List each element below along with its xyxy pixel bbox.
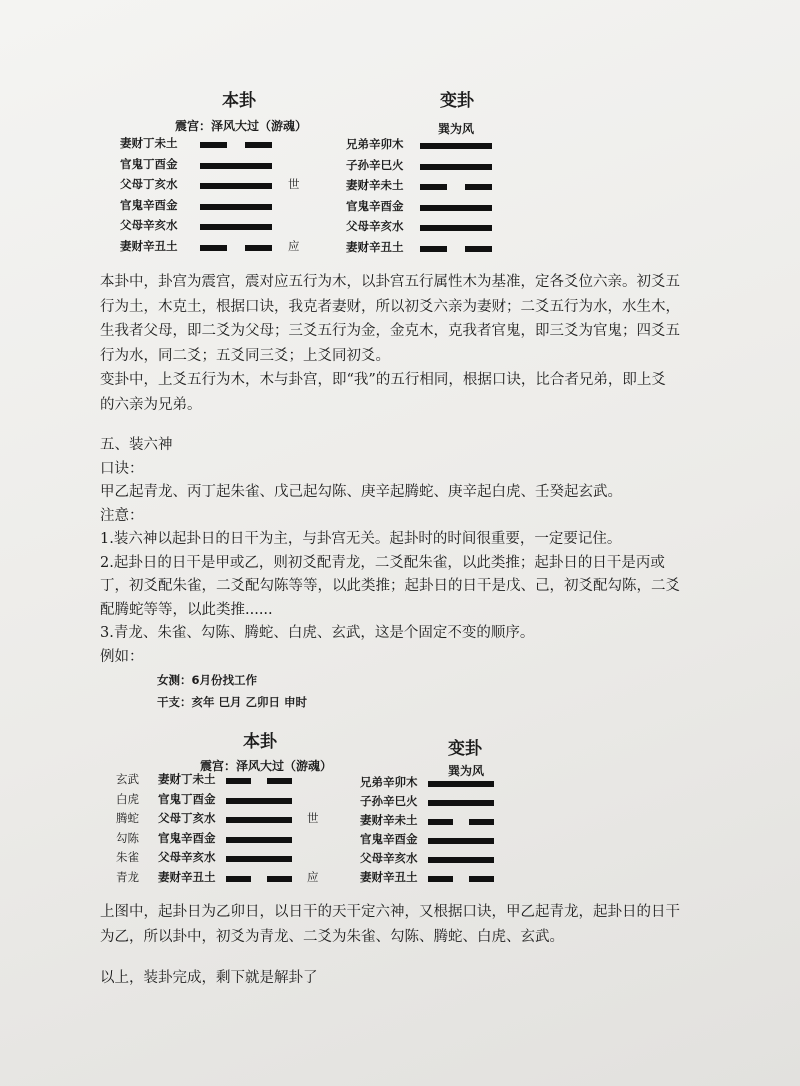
- yin-segment: [428, 876, 453, 882]
- yao-label: 父母丁亥水: [120, 177, 178, 191]
- yang-line: [420, 164, 492, 170]
- liushen-label: 青龙: [116, 869, 139, 884]
- yang-line: [226, 798, 292, 804]
- diagram-1-right-title: 变卦: [440, 91, 474, 111]
- yang-segment: [428, 781, 494, 787]
- yang-segment: [200, 163, 272, 169]
- yang-line: [226, 837, 292, 843]
- yin-line: [200, 245, 272, 251]
- yang-segment: [428, 838, 494, 844]
- yang-line: [200, 163, 272, 169]
- yin-line: [200, 142, 272, 148]
- diagram-1-right-subtitle: 巽为风: [438, 122, 475, 136]
- yang-line: [226, 856, 292, 862]
- diagram-2-left-title: 本卦: [243, 732, 277, 752]
- yin-segment: [465, 184, 492, 190]
- yang-line: [420, 225, 492, 231]
- yao-label: 妻财丁未土: [158, 772, 216, 786]
- yin-segment: [245, 142, 272, 148]
- liushen-label: 白虎: [116, 791, 139, 806]
- yang-line: [200, 183, 272, 189]
- yang-segment: [226, 817, 292, 823]
- yin-line: [226, 778, 292, 784]
- yao-label: 妻财丁未土: [120, 136, 178, 150]
- koujue-label: 口诀：: [100, 460, 144, 477]
- yao-label: 妻财辛未土: [360, 813, 418, 827]
- yin-line: [420, 184, 492, 190]
- yang-segment: [226, 798, 292, 804]
- diagram-2-left-subtitle: 震宫：泽风大过（游魂）: [200, 759, 333, 773]
- yang-line: [428, 800, 494, 806]
- koujue-text: 甲乙起青龙、丙丁起朱雀、戊己起勾陈、庚辛起腾蛇、庚辛起白虎、壬癸起玄武。: [100, 484, 622, 500]
- yao-label: 子孙辛巳火: [360, 794, 418, 808]
- yang-segment: [200, 224, 272, 230]
- yao-label: 父母辛亥水: [346, 219, 404, 233]
- ying-marker: 应: [288, 238, 300, 253]
- note-item: 2.起卦日的日干是甲或乙，则初爻配青龙，二爻配朱雀，以此类推；起卦日的日干是丙或丁，初爻配朱雀，二爻配勾陈等等，以此类推；起卦日的日干是戊、己，初爻配勾陈，二爻配腾蛇等等，以此类推......: [100, 554, 680, 618]
- yang-line: [226, 817, 292, 823]
- yin-line: [226, 876, 292, 882]
- yin-line: [428, 876, 494, 882]
- yin-segment: [420, 184, 447, 190]
- yang-segment: [428, 800, 494, 806]
- note-item: 1.装六神以起卦日的日干为主，与卦宫无关。起卦时的时间很重要，一定要记住。: [100, 531, 622, 547]
- yang-segment: [420, 164, 492, 170]
- yang-segment: [226, 856, 292, 862]
- yang-line: [420, 143, 492, 149]
- diagram-2-right-subtitle: 巽为风: [448, 764, 485, 778]
- conclusion-paragraph: [100, 900, 680, 949]
- yin-line: [428, 819, 494, 825]
- yang-line: [428, 857, 494, 863]
- diagram-1-left-subtitle: 震宫：泽风大过（游魂）: [175, 119, 308, 133]
- yao-label: 兄弟辛卯木: [346, 137, 404, 151]
- yang-segment: [226, 837, 292, 843]
- yao-label: 妻财辛丑土: [120, 238, 178, 253]
- yin-segment: [200, 142, 227, 148]
- yao-label: 官鬼辛酉金: [346, 198, 404, 213]
- liushen-label: 勾陈: [116, 830, 139, 845]
- yang-line: [428, 781, 494, 787]
- yang-line: [420, 205, 492, 211]
- liushen-label: 腾蛇: [116, 811, 139, 825]
- diagram-explanation: 上图中，起卦日为乙卯日，以日干的天干定六神，又根据口诀，甲乙起青龙，起卦日的日干为乙，所以卦中，初爻为青龙、二爻为朱雀、勾陈、腾蛇、白虎、玄武。: [100, 904, 680, 945]
- example-ganzhi: 干支：亥年 巳月 乙卯日 申时: [157, 695, 308, 709]
- yao-label: 官鬼丁酉金: [120, 156, 178, 171]
- paragraph-bian-gua: 变卦中，上爻五行为木，木与卦宫，即“我”的五行相同，根据口诀，比合者兄弟，即上爻的六亲为兄弟。: [100, 372, 666, 413]
- yin-segment: [465, 246, 492, 252]
- yang-line: [200, 204, 272, 210]
- paragraph-ben-gua: 本卦中，卦宫为震宫，震对应五行为木，以卦宫五行属性木为基准，定各爻位六亲。初爻五行为土，木克土，根据口诀，我克者妻财，所以初爻六亲为妻财；二爻五行为水，水生木，生我者父母，即二爻为父母；三爻五行为金，金克木，克我者官鬼，即三爻为官鬼；四爻五行为水，同二爻；五爻同三爻；上爻同初爻。: [100, 274, 680, 364]
- yang-line: [428, 838, 494, 844]
- yao-label: 父母辛亥水: [158, 850, 216, 864]
- yao-label: 父母辛亥水: [120, 218, 178, 232]
- shi-marker: 世: [307, 811, 319, 825]
- liushen-label: 朱雀: [116, 850, 139, 864]
- section-zhuang-liushen: [100, 434, 680, 669]
- yang-line: [200, 224, 272, 230]
- yao-label: 妻财辛未土: [346, 178, 404, 192]
- yao-label: 官鬼辛酉金: [120, 197, 178, 212]
- yao-label: 官鬼辛酉金: [360, 832, 418, 846]
- final-text: 以上，装卦完成，剩下就是解卦了: [100, 970, 318, 986]
- yao-label: 子孙辛巳火: [346, 157, 404, 172]
- example-question: 女测：6月份找工作: [157, 673, 258, 687]
- yin-segment: [420, 246, 447, 252]
- yin-line: [420, 246, 492, 252]
- diagram-1-left-title: 本卦: [222, 91, 256, 111]
- note-item: 3.青龙、朱雀、勾陈、腾蛇、白虎、玄武，这是个固定不变的顺序。: [100, 625, 535, 641]
- yin-segment: [226, 876, 251, 882]
- yang-segment: [428, 857, 494, 863]
- section-heading: 五、装六神: [100, 437, 173, 453]
- explanation-paragraph: [100, 270, 680, 417]
- yin-segment: [469, 876, 494, 882]
- yang-segment: [200, 204, 272, 210]
- yin-segment: [245, 245, 272, 251]
- shi-marker: 世: [288, 177, 300, 191]
- yang-segment: [420, 143, 492, 149]
- ying-marker: 应: [307, 869, 319, 884]
- yao-label: 官鬼丁酉金: [158, 791, 216, 806]
- yang-segment: [420, 205, 492, 211]
- yao-label: 妻财辛丑土: [158, 869, 216, 884]
- yin-segment: [200, 245, 227, 251]
- yin-segment: [226, 778, 251, 784]
- final-note: [100, 966, 680, 991]
- liushen-label: 玄武: [116, 772, 139, 786]
- yao-label: 父母丁亥水: [158, 811, 216, 825]
- diagram-2-right-title: 变卦: [448, 739, 482, 759]
- notes-label: 注意：: [100, 507, 144, 524]
- example-label: 例如：: [100, 648, 144, 665]
- yang-segment: [420, 225, 492, 231]
- yang-segment: [200, 183, 272, 189]
- yin-segment: [267, 778, 292, 784]
- yao-label: 兄弟辛卯木: [360, 775, 418, 789]
- yin-segment: [469, 819, 494, 825]
- yao-label: 官鬼辛酉金: [158, 830, 216, 845]
- yin-segment: [428, 819, 453, 825]
- yin-segment: [267, 876, 292, 882]
- yao-label: 妻财辛丑土: [360, 870, 418, 884]
- yao-label: 妻财辛丑土: [346, 239, 404, 254]
- yao-label: 父母辛亥水: [360, 851, 418, 865]
